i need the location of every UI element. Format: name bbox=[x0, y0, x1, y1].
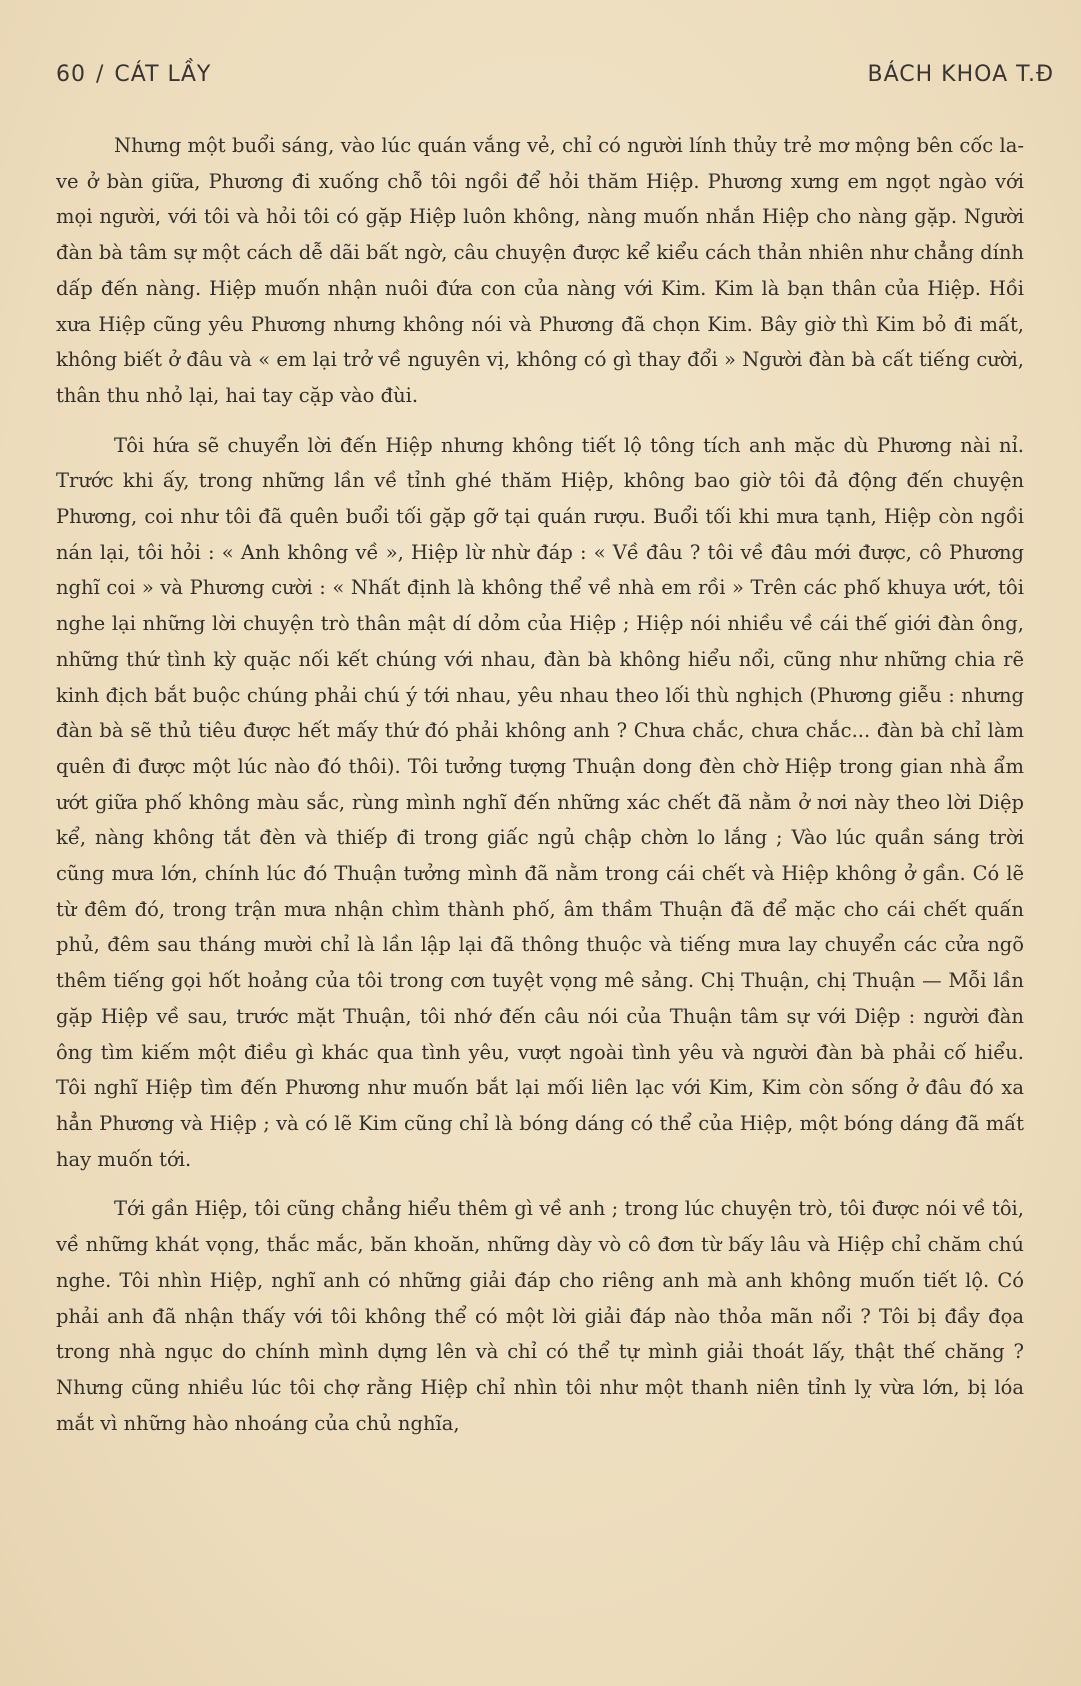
page-number: 60 bbox=[56, 62, 86, 87]
paragraph: Nhưng một buổi sáng, vào lúc quán vắng vẻ, chỉ có người lính thủy trẻ mơ mộng bên cốc la-ve ở bàn giữa, Phương đi xuống chỗ tôi ngồi để hỏi thăm Hiệp. Phương xưng em ngọt ngào với mọi người, với tôi và hỏi tôi có gặp Hiệp luôn không, nàng muốn nhắn Hiệp cho nàng gặp. Người đàn bà tâm sự một cách dễ dãi bất ngờ, câu chuyện được kể kiểu cách thản nhiên như chẳng dính dấp đến nàng. Hiệp muốn nhận nuôi đứa con của nàng với Kim. Kim là bạn thân của Hiệp. Hồi xưa Hiệp cũng yêu Phương nhưng không nói và Phương đã chọn Kim. Bây giờ thì Kim bỏ đi mất, không biết ở đâu và « em lại trở về nguyên vị, không có gì thay đổi » Người đàn bà cất tiếng cười, thân thu nhỏ lại, hai tay cặp vào đùi. bbox=[56, 134, 1024, 407]
paragraph: Tới gần Hiệp, tôi cũng chẳng hiểu thêm gì về anh ; trong lúc chuyện trò, tôi được nói về tôi, về những khát vọng, thắc mắc, băn khoăn, những dày vò cô đơn từ bấy lâu và Hiệp chỉ chăm chú nghe. Tôi nhìn Hiệp, nghĩ anh có những giải đáp cho riêng anh mà anh không muốn tiết lộ. Có phải anh đã nhận thấy với tôi không thể có một lời giải đáp nào thỏa mãn nổi ? Tôi bị đầy đọa trong nhà ngục do chính mình dựng lên và chỉ có thể tự mình giải thoát lấy, thật thế chăng ? Nhưng cũng nhiều lúc tôi chợ rằng Hiệp chỉ nhìn tôi như một thanh niên tỉnh lỵ vừa lớn, bị lóa mắt vì những hào nhoáng của chủ nghĩa, bbox=[56, 1197, 1024, 1435]
header-separator: / bbox=[96, 62, 105, 87]
header-left bbox=[56, 62, 211, 87]
paragraph: Tôi hứa sẽ chuyển lời đến Hiệp nhưng không tiết lộ tông tích anh mặc dù Phương nài nỉ. Trước khi ấy, trong những lần về tỉnh ghé thăm Hiệp, không bao giờ tôi đả động đến chuyện Phương, coi như tôi đã quên buổi tối gặp gỡ tại quán rượu. Buổi tối khi mưa tạnh, Hiệp còn ngồi nán lại, tôi hỏi : « Anh không về », Hiệp lừ nhừ đáp : « Về đâu ? tôi về đâu mới được, cô Phương nghĩ coi » và Phương cười : « Nhất định là không thể về nhà em rồi » Trên các phố khuya ướt, tôi nghe lại những lời chuyện trò thân mật dí dỏm của Hiệp ; Hiệp nói nhiều về cái thế giới đàn ông, những thứ tình kỳ quặc nối kết chúng với nhau, đàn bà không hiểu nổi, cũng như những chia rẽ kinh địch bắt buộc chúng phải chú ý tới nhau, yêu nhau theo lối thù nghịch (Phương giễu : nhưng đàn bà sẽ thủ tiêu được hết mấy thứ đó phải không anh ? Chưa chắc, chưa chắc... đàn bà chỉ làm quên đi được một lúc nào đó thôi). Tôi tưởng tượng Thuận dong đèn chờ Hiệp trong gian nhà ẩm ướt giữa phố không màu sắc, rùng mình nghĩ đến những xác chết đã nằm ở nơi này theo lời Diệp kể, nàng không tắt đèn và thiếp đi trong giấc ngủ chập chờn lo lắng ; Vào lúc quần sáng trời cũng mưa lớn, chính lúc đó Thuận tưởng mình đã nằm trong cái chết và Hiệp không ở gần. Có lẽ từ đêm đó, trong trận mưa nhận chìm thành phố, âm thầm Thuận đã để mặc cho cái chết quấn phủ, đêm sau tháng mười chỉ là lần lập lại đã thông thuộc và tiếng mưa lay chuyển các cửa ngõ thêm tiếng gọi hốt hoảng của tôi trong cơn tuyệt vọng mê sảng. Chị Thuận, chị Thuận — Mỗi lần gặp Hiệp về sau, trước mặt Thuận, tôi nhớ đến câu nói của Thuận tâm sự với Diệp : người đàn ông tìm kiếm một điều gì khác qua tình yêu, vượt ngoài tình yêu và người đàn bà phải cố hiểu. Tôi nghĩ Hiệp tìm đến Phương như muốn bắt lại mối liên lạc với Kim, Kim còn sống ở đâu đó xa hẳn Phương và Hiệp ; và có lẽ Kim cũng chỉ là bóng dáng có thể của Hiệp, một bóng dáng đã mất hay muốn tới. bbox=[56, 433, 1024, 1171]
section-title: CÁT LẦY bbox=[114, 62, 212, 87]
body-text bbox=[56, 128, 1024, 1455]
publication-title: BÁCH KHOA T.Đ bbox=[867, 62, 1054, 87]
running-header bbox=[56, 62, 1054, 96]
